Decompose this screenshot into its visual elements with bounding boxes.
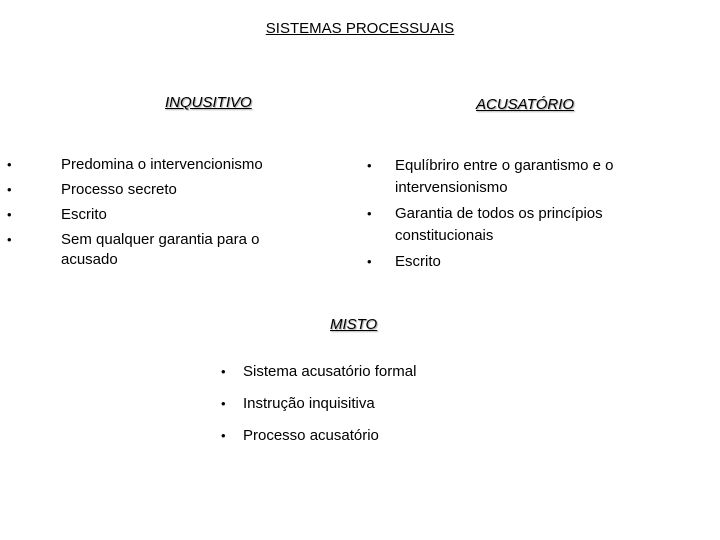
acusatorio-list — [367, 155, 665, 277]
list-item: • Processo acusatório — [221, 425, 501, 447]
inquisitivo-list — [7, 155, 294, 275]
acusatorio-heading: ACUSATÓRIO — [476, 96, 575, 113]
list-item: • Predomina o intervencionismo — [7, 156, 263, 173]
list-item: • Escrito — [7, 206, 107, 223]
bullet: • — [7, 207, 12, 222]
list-item: • Equlíbriro entre o garantismo e o intervensionismo — [367, 157, 614, 196]
inquisitivo-heading: INQUSITIVO — [165, 94, 252, 111]
bullet: • — [221, 396, 226, 411]
bullet: • — [7, 232, 12, 247]
list-item: • Sem qualquer garantia para o acusado — [7, 231, 260, 268]
list-item: • Processo secreto — [7, 181, 177, 198]
bullet: • — [367, 158, 372, 173]
list-item: • Garantia de todos os princípios constitucionais — [367, 205, 603, 244]
list-item: • Instrução inquisitiva — [221, 393, 501, 415]
bullet: • — [7, 182, 12, 197]
bullet: • — [7, 157, 12, 172]
page-title: SISTEMAS PROCESSUAIS — [265, 20, 455, 37]
list-item: • Escrito — [395, 251, 665, 273]
misto-list — [221, 361, 501, 457]
bullet: • — [221, 428, 226, 443]
bullet: • — [221, 364, 226, 379]
list-item: • Sistema acusatório formal — [221, 361, 501, 383]
bullet: • — [367, 254, 372, 269]
misto-heading: MISTO — [330, 316, 378, 333]
bullet: • — [367, 206, 372, 221]
